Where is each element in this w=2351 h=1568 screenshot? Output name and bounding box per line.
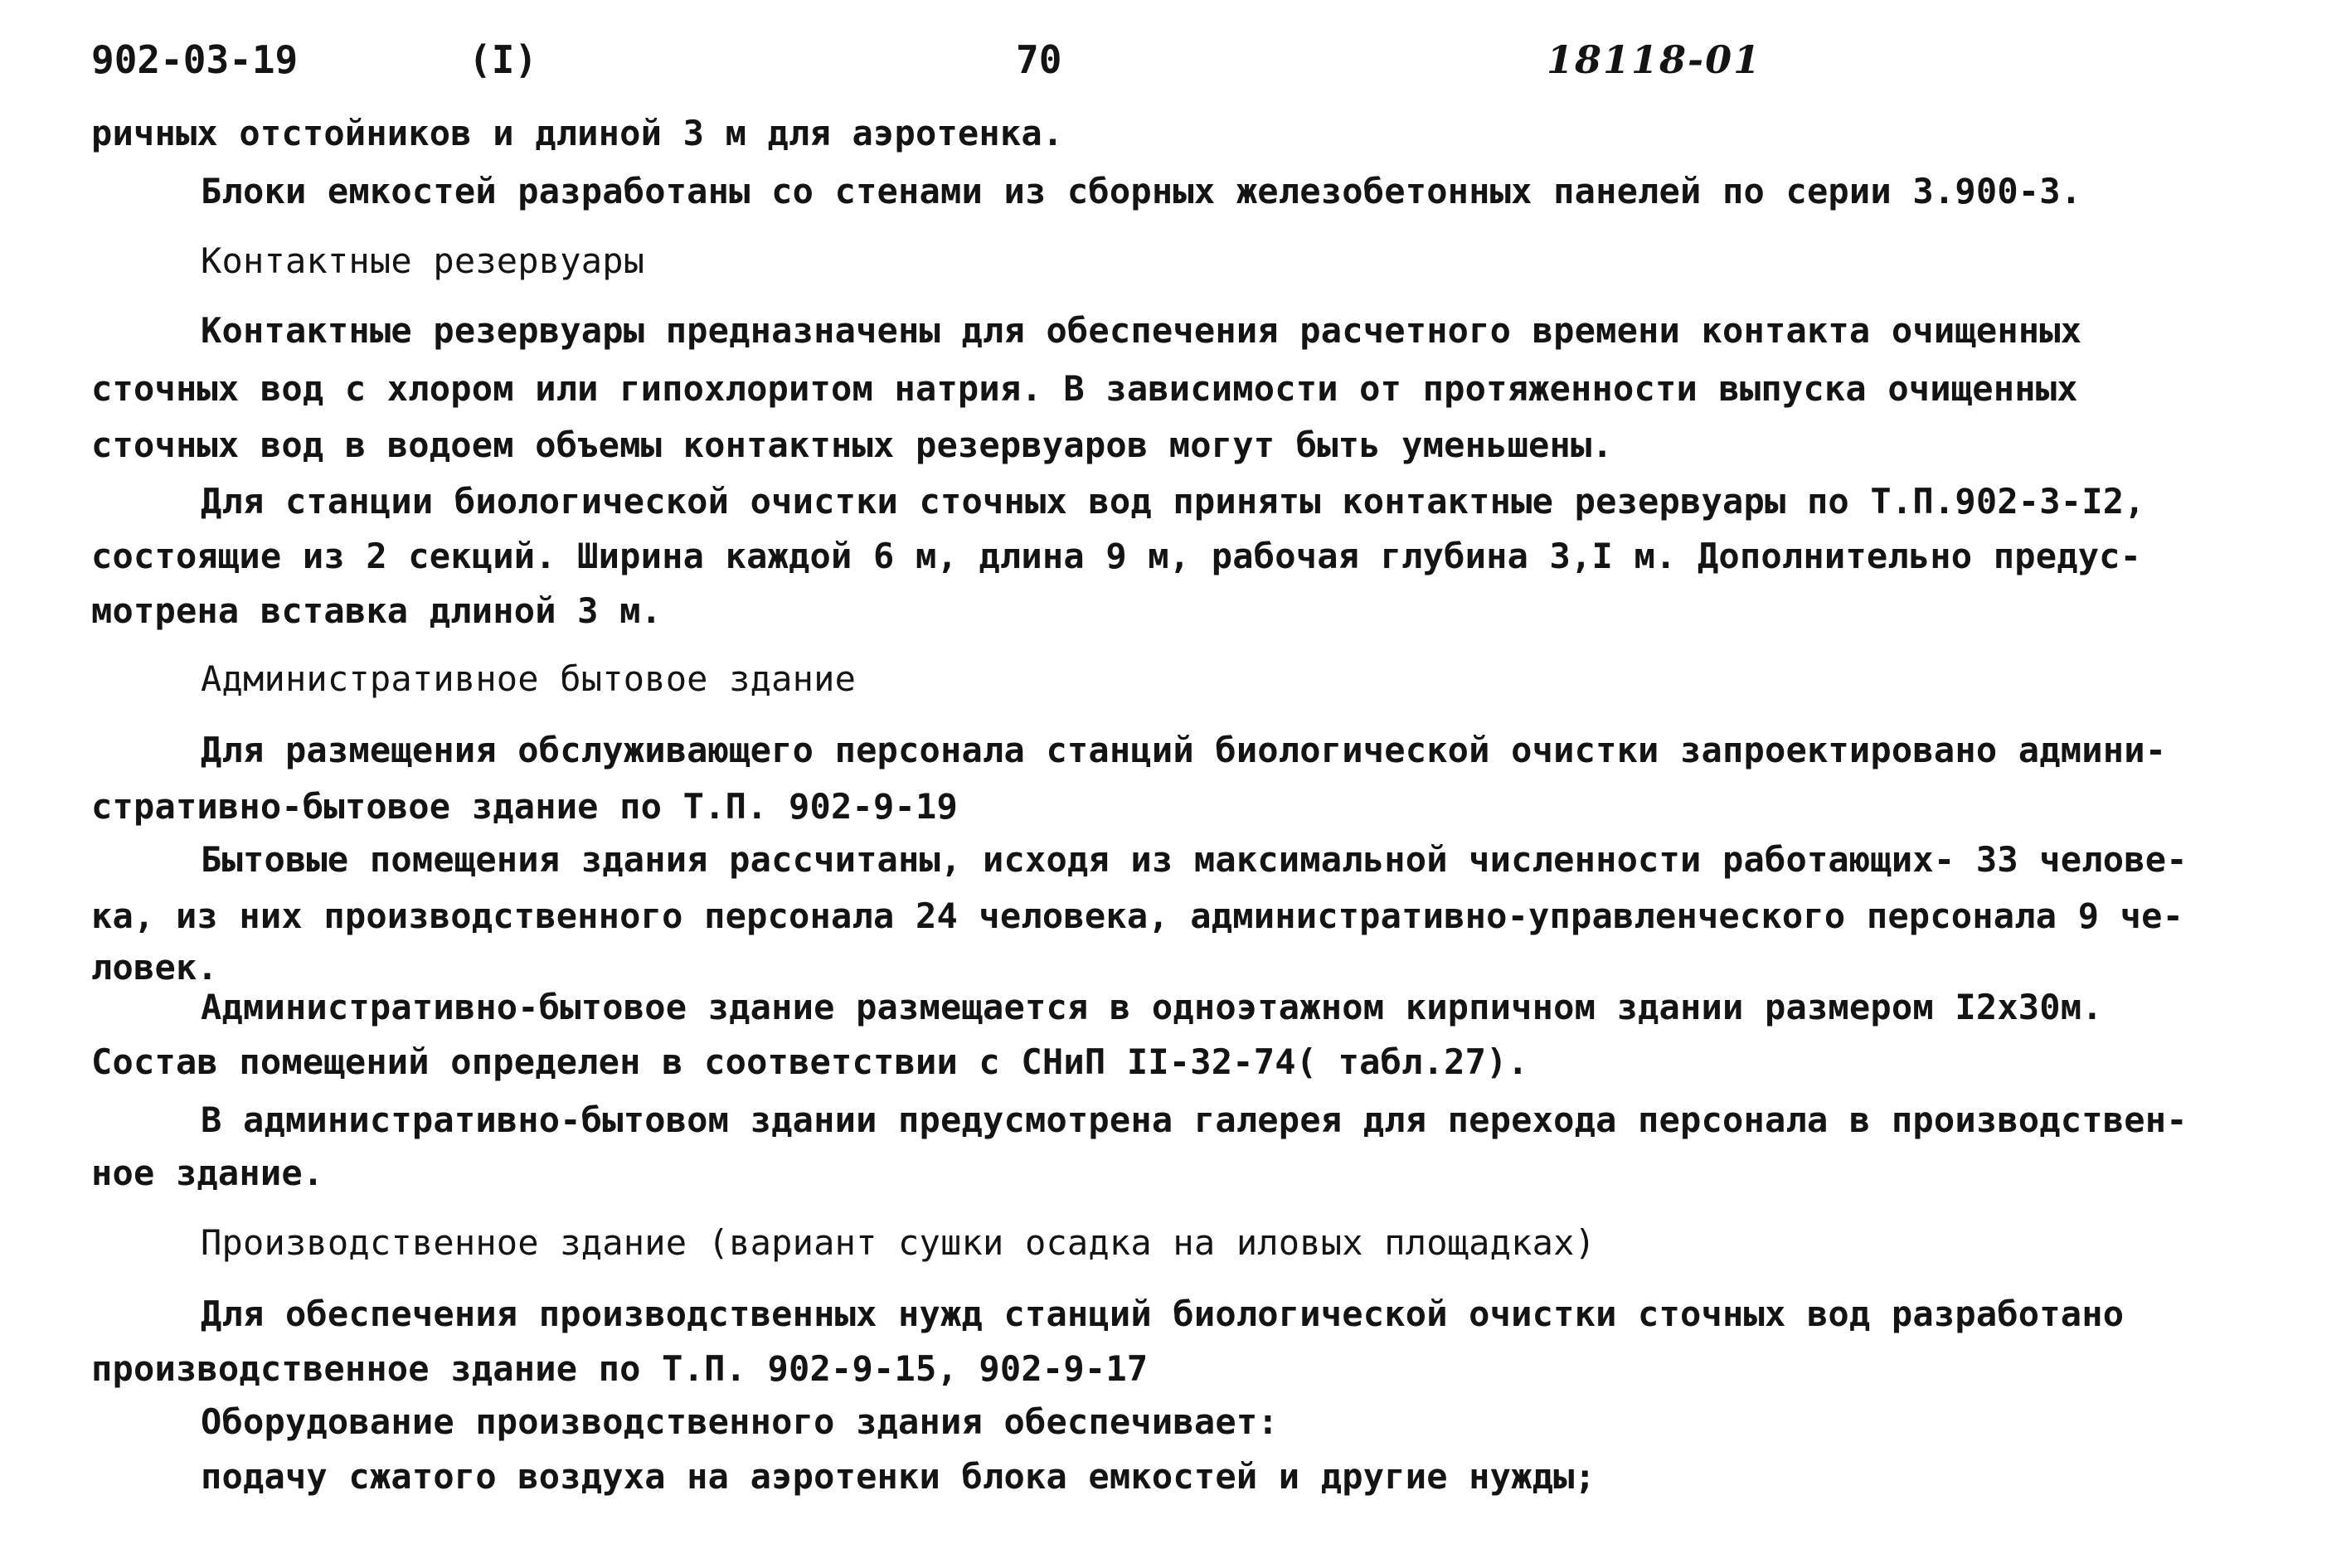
handwritten-number: 18118-01: [1547, 37, 1762, 82]
text-line: ка, из них производственного персонала 24 человека, административно-управленческого персонала 9 че-: [91, 896, 2184, 936]
text-line: В административно-бытовом здании предусмотрена галерея для перехода персонала в производствен-: [201, 1100, 2188, 1140]
text-line: подачу сжатого воздуха на аэротенки блока емкостей и другие нужды;: [201, 1456, 1596, 1497]
text-line: сточных вод в водоем объемы контактных резервуаров могут быть уменьшены.: [91, 425, 1614, 465]
text-line: мотрена вставка длиной 3 м.: [91, 590, 663, 631]
text-line: Оборудование производственного здания обеспечивает:: [201, 1401, 1279, 1442]
text-line: Контактные резервуары предназначены для обеспечения расчетного времени контакта очищенных: [201, 310, 2082, 351]
text-line: Для размещения обслуживающего персонала станций биологической очистки запроектировано админи-: [201, 730, 2167, 770]
section-heading: Административное бытовое здание: [201, 658, 857, 699]
page-number: 70: [1016, 37, 1062, 82]
text-line: ное здание.: [91, 1153, 324, 1193]
text-line: производственное здание по Т.П. 902-9-15, 902-9-17: [91, 1348, 1149, 1389]
text-line: ричных отстойников и длиной 3 м для аэротенка.: [91, 113, 1064, 153]
text-line: Состав помещений определен в соответствии с СНиП II-32-74( табл.27).: [91, 1041, 1529, 1082]
text-line: Бытовые помещения здания рассчитаны, исходя из максимальной численности работающих- 33 челове-: [201, 839, 2188, 880]
text-line: ловек.: [91, 947, 218, 988]
text-line: Для обеспечения производственных нужд станций биологической очистки сточных вод разработано: [201, 1294, 2125, 1334]
text-line: Для станции биологической очистки сточных вод приняты контактные резервуары по Т.П.902-3-I2,: [201, 481, 2145, 522]
text-line: состоящие из 2 секций. Ширина каждой 6 м, длина 9 м, рабочая глубина 3,I м. Дополнительно предус-: [91, 536, 2142, 576]
section-heading: Контактные резервуары: [201, 240, 645, 281]
text-line: Административно-бытовое здание размещается в одноэтажном кирпичном здании размером I2х30м.: [201, 987, 2103, 1027]
text-line: Блоки емкостей разработаны со стенами из сборных железобетонных панелей по серии 3.900-3.: [201, 171, 2082, 211]
text-line: стративно-бытовое здание по Т.П. 902-9-19: [91, 786, 958, 827]
document-code: 902-03-19: [91, 37, 299, 82]
part-number: (I): [469, 37, 538, 82]
section-heading: Производственное здание (вариант сушки осадка на иловых площадках): [201, 1222, 1596, 1263]
text-line: сточных вод с хлором или гипохлоритом натрия. В зависимости от протяженности выпуска очищенных: [91, 368, 2078, 409]
